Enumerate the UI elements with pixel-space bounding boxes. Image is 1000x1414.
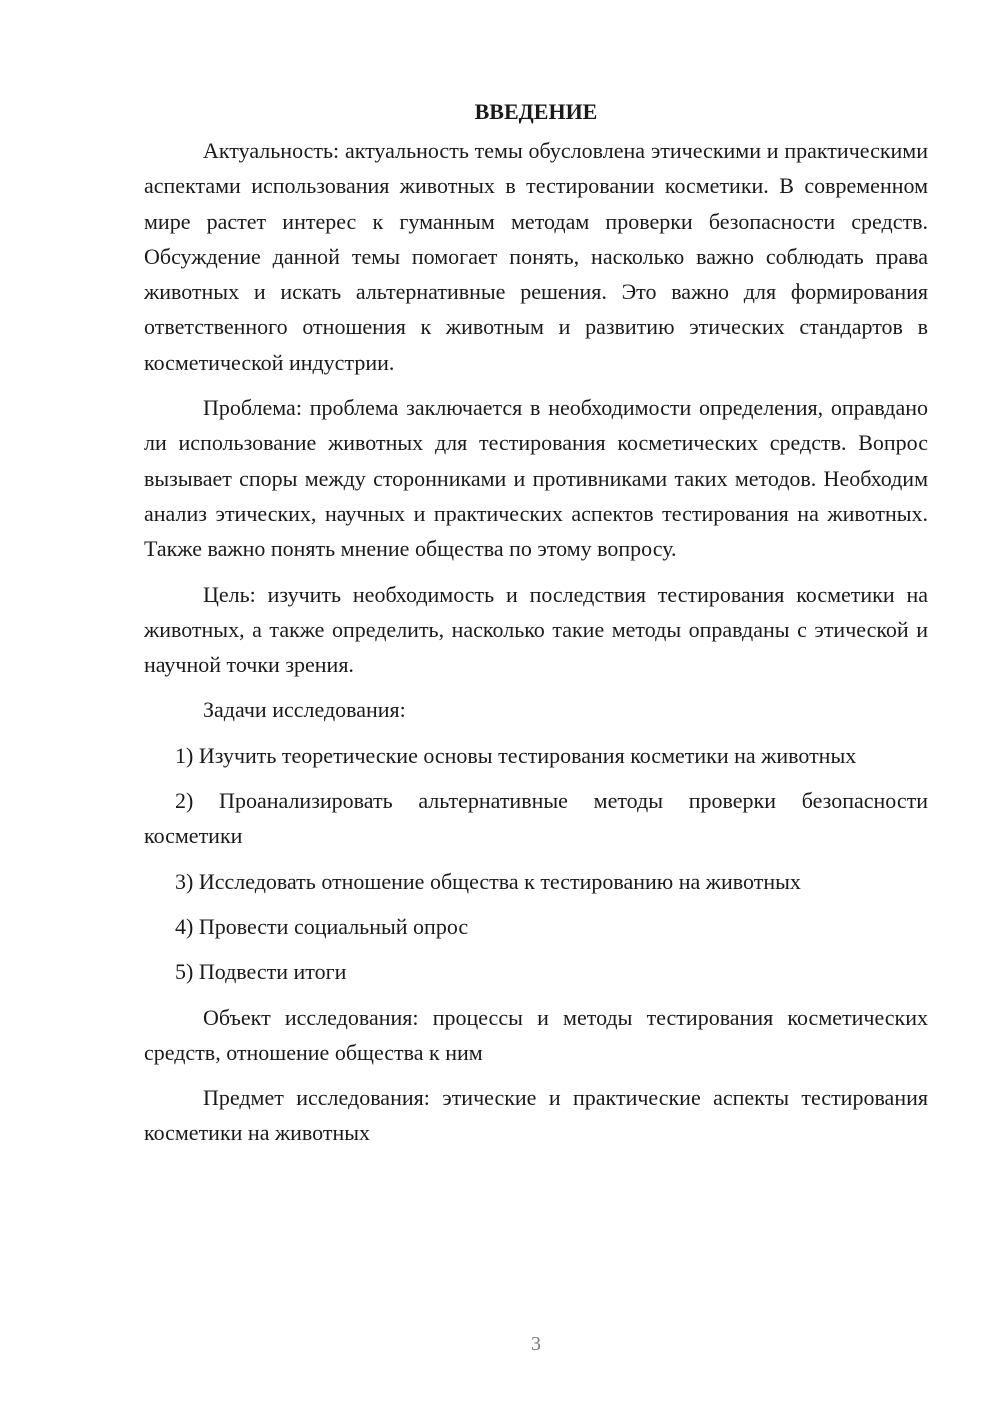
task-item: 4) Провести социальный опрос: [175, 913, 469, 939]
relevance-paragraph: Актуальность: актуальность темы обусловлена этическими и практическими аспектами использования животных в тестировании косметики. В современном мире растет интерес к гуманным методам проверки безопасности средств. Обсуждение данной темы помогает понять, насколько важно соблюдать права животных и искать альтернативные решения. Это важно для формирования ответственного отношения к животным и развитию этических стандартов в косметической индустрии.: [144, 138, 928, 375]
page-title: ВВЕДЕНИЕ: [474, 99, 598, 124]
problem-paragraph: Проблема: проблема заключается в необходимости определения, оправдано ли использование животных для тестирования косметических средств. Вопрос вызывает споры между сторонниками и противниками таких методов. Необходим анализ этических, научных и практических аспектов тестирования на животных. Также важно понять мнение общества по этому вопросу.: [144, 395, 928, 562]
subject-paragraph: Предмет исследования: этические и практические аспекты тестирования косметики на животных: [144, 1085, 928, 1146]
page-number: 3: [531, 1333, 541, 1355]
task-item: 1) Изучить теоретические основы тестирования косметики на животных: [175, 742, 857, 768]
task-item: 3) Исследовать отношение общества к тестированию на животных: [175, 868, 801, 894]
page-content: [144, 94, 928, 1161]
object-paragraph: Объект исследования: процессы и методы тестирования косметических средств, отношение общества к ним: [144, 1004, 928, 1065]
task-item: 5) Подвести итоги: [175, 959, 347, 985]
goal-paragraph: Цель: изучить необходимость и последствия тестирования косметики на животных, а также определить, насколько такие методы оправданы с этической и научной точки зрения.: [144, 581, 928, 678]
tasks-intro: Задачи исследования:: [203, 697, 406, 723]
task-item: 2) Проанализировать альтернативные методы проверки безопасности косметики: [144, 788, 928, 849]
